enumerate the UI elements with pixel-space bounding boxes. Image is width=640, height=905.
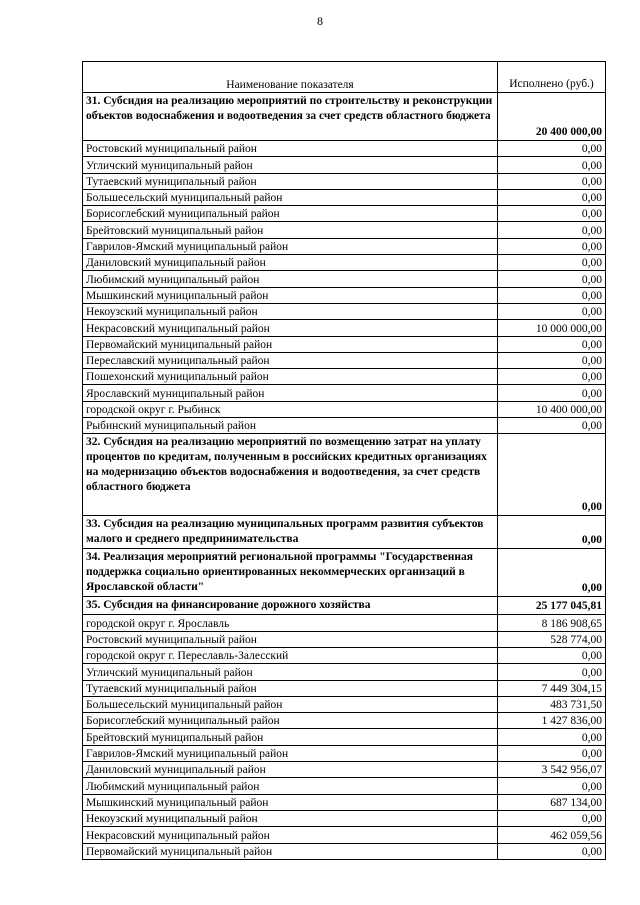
row-amount: 462 059,56 — [498, 827, 606, 843]
table-row — [83, 794, 606, 810]
row-name: Тутаевский муниципальный район — [83, 680, 498, 696]
row-amount: 0,00 — [498, 729, 606, 745]
header-amount-column: Исполнено (руб.) — [498, 62, 606, 93]
row-amount: 0,00 — [498, 418, 606, 434]
row-amount: 0,00 — [498, 141, 606, 157]
row-amount: 0,00 — [498, 778, 606, 794]
row-amount: 8 186 908,65 — [498, 615, 606, 631]
row-name: Ростовский муниципальный район — [83, 141, 498, 157]
table-row — [83, 631, 606, 647]
table-row — [83, 827, 606, 843]
row-name: Даниловский муниципальный район — [83, 762, 498, 778]
row-amount: 528 774,00 — [498, 631, 606, 647]
section-row — [83, 93, 606, 141]
row-name: Тутаевский муниципальный район — [83, 173, 498, 189]
table-row — [83, 778, 606, 794]
row-name: Гаврилов-Ямский муниципальный район — [83, 238, 498, 254]
row-amount: 0,00 — [498, 336, 606, 352]
table-row — [83, 385, 606, 401]
row-amount: 0,00 — [498, 206, 606, 222]
header-name-column: Наименование показателя — [83, 62, 498, 93]
row-amount: 10 400 000,00 — [498, 401, 606, 417]
section-row — [83, 434, 606, 516]
row-amount: 0,00 — [498, 843, 606, 859]
row-name: Некоузский муниципальный район — [83, 303, 498, 319]
row-amount: 0,00 — [498, 271, 606, 287]
row-name: Первомайский муниципальный район — [83, 843, 498, 859]
row-name: Первомайский муниципальный район — [83, 336, 498, 352]
section-title: 31. Субсидия на реализацию мероприятий по строительству и реконструкции объектов водоснабжения и водоотведения за счет средств областного бюджета — [83, 93, 498, 141]
section-total: 0,00 — [498, 434, 606, 516]
table-row — [83, 320, 606, 336]
row-amount: 0,00 — [498, 369, 606, 385]
table-row — [83, 615, 606, 631]
table-row — [83, 206, 606, 222]
row-amount: 1 427 836,00 — [498, 713, 606, 729]
section-total: 0,00 — [498, 549, 606, 597]
row-name: Угличский муниципальный район — [83, 157, 498, 173]
table-row — [83, 647, 606, 663]
section-title: 34. Реализация мероприятий региональной программы "Государственная поддержка социально ориентированных некоммерческих организаций в Ярославской области" — [83, 549, 498, 597]
table-row — [83, 238, 606, 254]
row-name: Некрасовский муниципальный район — [83, 320, 498, 336]
table-row — [83, 303, 606, 319]
row-name: Мышкинский муниципальный район — [83, 794, 498, 810]
row-name: Борисоглебский муниципальный район — [83, 713, 498, 729]
table-row — [83, 843, 606, 859]
table-row — [83, 336, 606, 352]
section-total: 25 177 045,81 — [498, 597, 606, 615]
row-name: Брейтовский муниципальный район — [83, 222, 498, 238]
row-amount: 0,00 — [498, 173, 606, 189]
table-row — [83, 369, 606, 385]
row-amount: 0,00 — [498, 303, 606, 319]
table-row — [83, 664, 606, 680]
report-table — [82, 61, 606, 860]
row-name: Некрасовский муниципальный район — [83, 827, 498, 843]
section-title: 35. Субсидия на финансирование дорожного хозяйства — [83, 597, 498, 615]
row-amount: 0,00 — [498, 157, 606, 173]
table-row — [83, 745, 606, 761]
table-row — [83, 271, 606, 287]
row-name: Брейтовский муниципальный район — [83, 729, 498, 745]
table-row — [83, 418, 606, 434]
row-amount: 3 542 956,07 — [498, 762, 606, 778]
row-name: городской округ г. Рыбинск — [83, 401, 498, 417]
row-amount: 0,00 — [498, 745, 606, 761]
table-row — [83, 141, 606, 157]
row-amount: 0,00 — [498, 352, 606, 368]
section-row — [83, 516, 606, 549]
table-row — [83, 401, 606, 417]
table-row — [83, 157, 606, 173]
section-row — [83, 597, 606, 615]
row-amount: 0,00 — [498, 664, 606, 680]
row-name: Некоузский муниципальный район — [83, 810, 498, 826]
row-amount: 483 731,50 — [498, 696, 606, 712]
row-name: Пошехонский муниципальный район — [83, 369, 498, 385]
row-name: Любимский муниципальный район — [83, 778, 498, 794]
section-row — [83, 549, 606, 597]
section-total: 20 400 000,00 — [498, 93, 606, 141]
table-row — [83, 222, 606, 238]
row-name: Любимский муниципальный район — [83, 271, 498, 287]
table-row — [83, 713, 606, 729]
row-amount: 0,00 — [498, 222, 606, 238]
table-row — [83, 680, 606, 696]
table-row — [83, 696, 606, 712]
page-number: 8 — [317, 14, 323, 28]
table-row — [83, 189, 606, 205]
row-amount: 0,00 — [498, 189, 606, 205]
row-amount: 7 449 304,15 — [498, 680, 606, 696]
row-name: городской округ г. Ярославль — [83, 615, 498, 631]
row-amount: 0,00 — [498, 287, 606, 303]
row-name: Мышкинский муниципальный район — [83, 287, 498, 303]
section-title: 33. Субсидия на реализацию муниципальных программ развития субъектов малого и среднего предпринимательства — [83, 516, 498, 549]
section-title: 32. Субсидия на реализацию мероприятий по возмещению затрат на уплату процентов по кредитам, полученным в российских кредитных организациях на модернизацию объектов водоснабжения и водоотведения, за счет средств областного бюджета — [83, 434, 498, 516]
row-name: Угличский муниципальный район — [83, 664, 498, 680]
table-row — [83, 729, 606, 745]
row-name: Даниловский муниципальный район — [83, 255, 498, 271]
row-name: Ростовский муниципальный район — [83, 631, 498, 647]
table-row — [83, 173, 606, 189]
row-amount: 687 134,00 — [498, 794, 606, 810]
table-row — [83, 810, 606, 826]
row-amount: 0,00 — [498, 238, 606, 254]
row-amount: 0,00 — [498, 385, 606, 401]
section-total: 0,00 — [498, 516, 606, 549]
row-name: Рыбинский муниципальный район — [83, 418, 498, 434]
table-header-row — [83, 62, 606, 93]
row-name: городской округ г. Переславль-Залесский — [83, 647, 498, 663]
row-name: Борисоглебский муниципальный район — [83, 206, 498, 222]
table-row — [83, 287, 606, 303]
row-name: Большесельский муниципальный район — [83, 696, 498, 712]
table-row — [83, 762, 606, 778]
table-row — [83, 352, 606, 368]
row-amount: 0,00 — [498, 647, 606, 663]
row-name: Большесельский муниципальный район — [83, 189, 498, 205]
row-amount: 0,00 — [498, 255, 606, 271]
row-name: Ярославский муниципальный район — [83, 385, 498, 401]
row-name: Переславский муниципальный район — [83, 352, 498, 368]
row-amount: 10 000 000,00 — [498, 320, 606, 336]
report-table-body — [83, 62, 606, 860]
table-row — [83, 255, 606, 271]
row-amount: 0,00 — [498, 810, 606, 826]
row-name: Гаврилов-Ямский муниципальный район — [83, 745, 498, 761]
